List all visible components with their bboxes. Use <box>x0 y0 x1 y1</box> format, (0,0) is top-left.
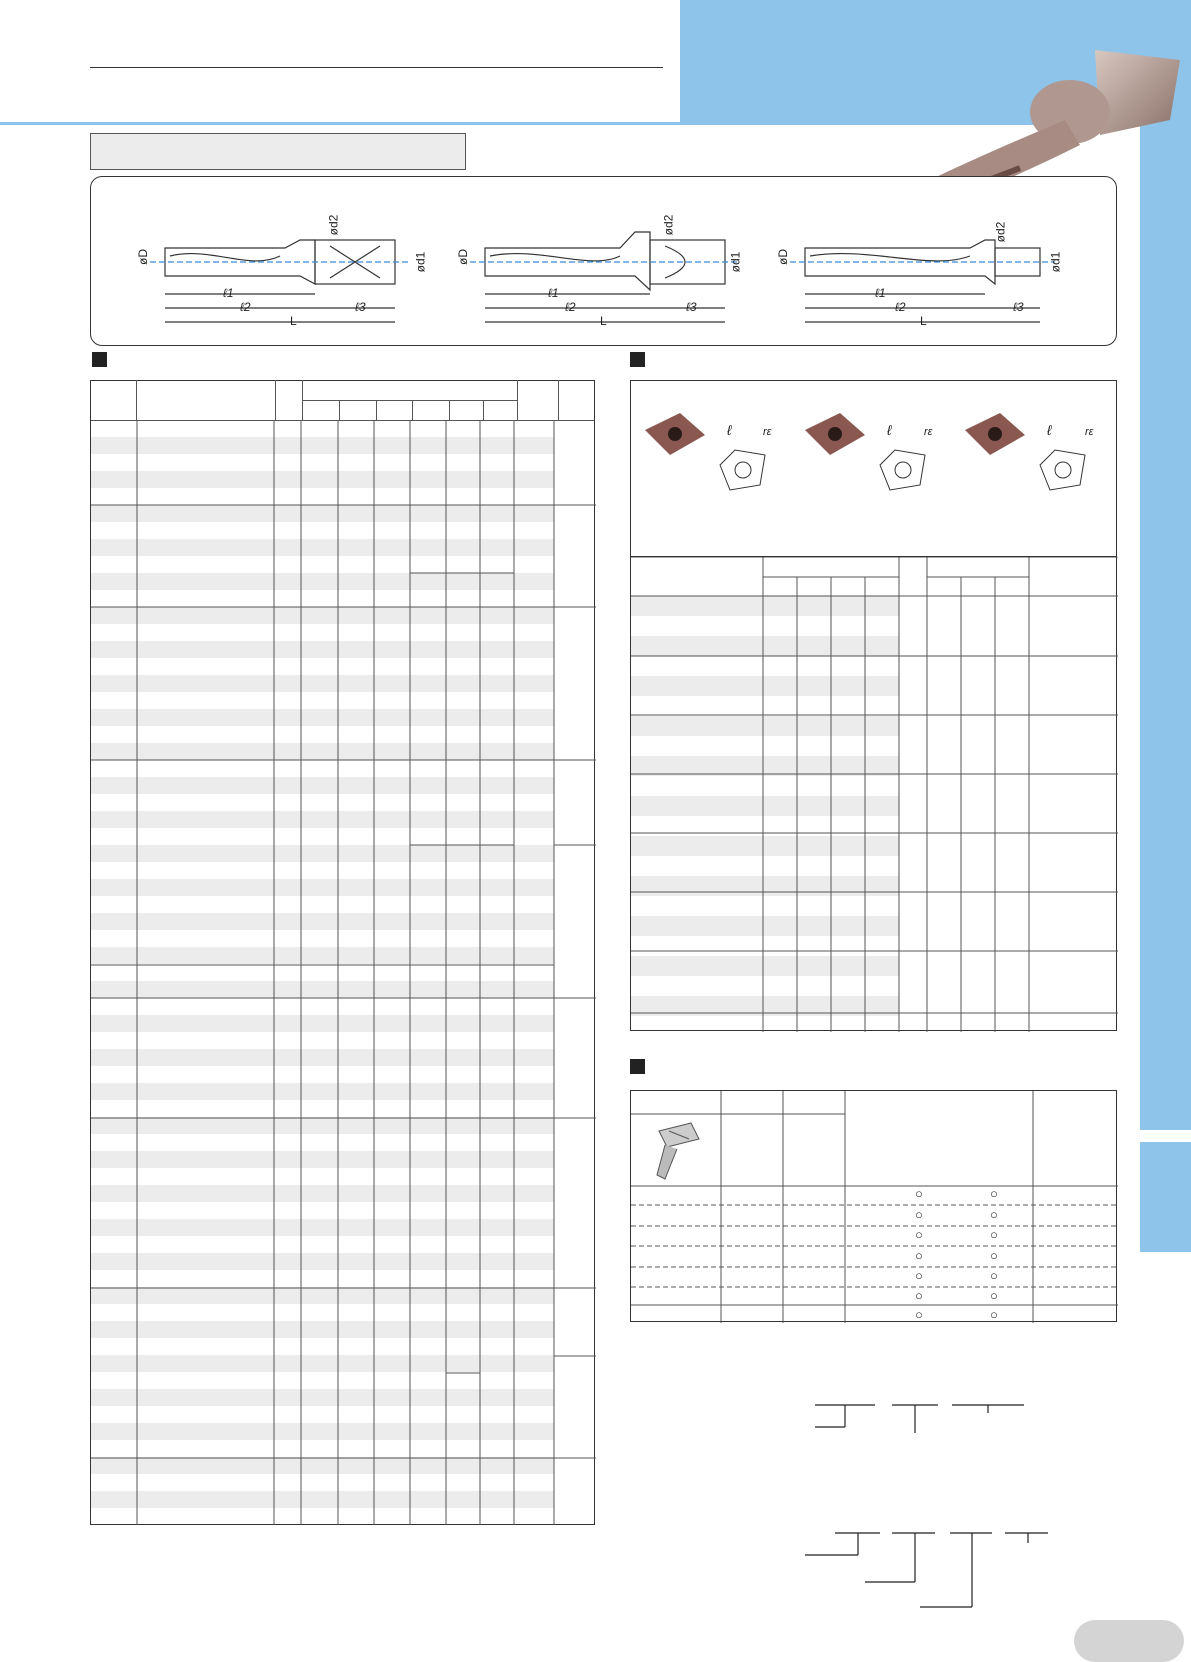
mark-6-2: ○ <box>990 1288 998 1303</box>
stripe-row <box>91 709 554 726</box>
stripe-row <box>91 1015 554 1032</box>
mark-7-1: ○ <box>915 1307 923 1322</box>
stripe-row <box>91 1185 554 1202</box>
designation-callout-2 <box>800 1525 1060 1625</box>
stripe-row <box>91 1491 554 1508</box>
stripe-row <box>91 675 554 692</box>
label-l2-2: ℓ2 <box>565 300 576 314</box>
stripe-row <box>91 1355 554 1372</box>
page-number-pill <box>1074 1620 1184 1662</box>
insert-illustrations <box>640 405 1110 505</box>
label-l1-2: ℓ1 <box>548 286 559 300</box>
stripe-row <box>631 836 899 856</box>
mark-1-2: ○ <box>990 1186 998 1201</box>
mark-2-1: ○ <box>915 1207 923 1222</box>
stripe-row <box>91 811 554 828</box>
label-l3-1: ℓ3 <box>355 300 366 314</box>
stripe-row <box>91 505 554 522</box>
mark-1-1: ○ <box>915 1186 923 1201</box>
screw-table-grid <box>631 1091 1118 1323</box>
label-L-1: L <box>290 314 297 328</box>
label-l1-3: ℓ1 <box>875 286 886 300</box>
stripe-row <box>91 1219 554 1236</box>
insert-label-l-1: ℓ <box>727 422 732 438</box>
label-d2-1: ød2 <box>326 214 341 236</box>
stripe-row <box>91 1389 554 1406</box>
stripe-row <box>91 947 554 964</box>
screw-illustration <box>657 1123 699 1179</box>
label-l1-1: ℓ1 <box>223 286 234 300</box>
mark-4-1: ○ <box>915 1248 923 1263</box>
stripe-row <box>91 1321 554 1338</box>
insert-label-r-3: rε <box>1085 426 1094 438</box>
stripe-row <box>91 1287 554 1304</box>
stripe-row <box>91 437 554 454</box>
label-l3-3: ℓ3 <box>1013 300 1024 314</box>
label-d1-2: ød1 <box>728 251 743 273</box>
label-D-1: øD <box>136 249 150 265</box>
stripe-row <box>91 913 554 930</box>
drill-spec-table-grid <box>91 420 596 1525</box>
label-d2-2: ød2 <box>661 214 676 236</box>
side-index-tab[interactable] <box>1140 125 1191 1130</box>
insert-label-l-3: ℓ <box>1047 422 1052 438</box>
stripe-row <box>631 956 899 976</box>
stripe-row <box>91 573 554 590</box>
label-d1-1: ød1 <box>413 251 428 273</box>
stripe-row <box>91 471 554 488</box>
screw-table <box>630 1090 1117 1322</box>
stripe-row <box>631 796 899 816</box>
stripe-row <box>91 1117 554 1134</box>
stripe-row <box>91 641 554 658</box>
stripe-row <box>91 1423 554 1440</box>
insert-spec-table <box>630 556 1117 1031</box>
mark-3-1: ○ <box>915 1227 923 1242</box>
label-d1-3: ød1 <box>1048 251 1063 273</box>
stripe-row <box>91 1049 554 1066</box>
mark-3-2: ○ <box>990 1227 998 1242</box>
stripe-row <box>91 539 554 556</box>
side-index-tab-secondary[interactable] <box>1140 1142 1191 1252</box>
stripe-row <box>91 1253 554 1270</box>
stripe-row <box>631 716 899 736</box>
label-L-3: L <box>920 314 927 328</box>
section-marker-screws <box>630 1059 645 1074</box>
insert-label-r-2: rε <box>924 426 933 438</box>
stripe-row <box>631 636 899 656</box>
label-l2-3: ℓ2 <box>895 300 906 314</box>
header-rule <box>90 67 663 68</box>
insert-label-r-1: rε <box>763 426 772 438</box>
stripe-row <box>91 743 554 760</box>
stripe-row <box>631 916 899 936</box>
drill-spec-table-body <box>90 420 595 1525</box>
section-title-box <box>90 133 466 170</box>
designation-callout-1 <box>800 1395 1040 1455</box>
stripe-row <box>631 596 899 616</box>
section-marker-drills <box>92 352 107 367</box>
mark-7-2: ○ <box>990 1307 998 1322</box>
stripe-row <box>91 607 554 624</box>
mark-5-1: ○ <box>915 1268 923 1283</box>
section-marker-inserts <box>630 352 645 367</box>
stripe-row <box>91 1457 554 1474</box>
stripe-row <box>91 1151 554 1168</box>
mark-2-2: ○ <box>990 1207 998 1222</box>
mark-5-2: ○ <box>990 1268 998 1283</box>
stripe-row <box>91 1083 554 1100</box>
label-D-2: øD <box>456 249 470 265</box>
stripe-row <box>631 876 899 896</box>
label-l2-1: ℓ2 <box>240 300 251 314</box>
stripe-row <box>91 879 554 896</box>
insert-spec-table-grid <box>631 557 1118 1032</box>
mark-6-1: ○ <box>915 1288 923 1303</box>
label-D-3: øD <box>776 249 790 265</box>
mark-4-2: ○ <box>990 1248 998 1263</box>
label-l3-2: ℓ3 <box>686 300 697 314</box>
insert-label-l-2: ℓ <box>887 422 892 438</box>
stripe-row <box>631 676 899 696</box>
drill-spec-table <box>90 380 595 421</box>
stripe-row <box>91 845 554 862</box>
label-d2-3: ød2 <box>993 221 1008 243</box>
label-L-2: L <box>600 314 607 328</box>
stripe-row <box>91 981 554 998</box>
stripe-row <box>631 756 899 776</box>
stripe-row <box>91 777 554 794</box>
